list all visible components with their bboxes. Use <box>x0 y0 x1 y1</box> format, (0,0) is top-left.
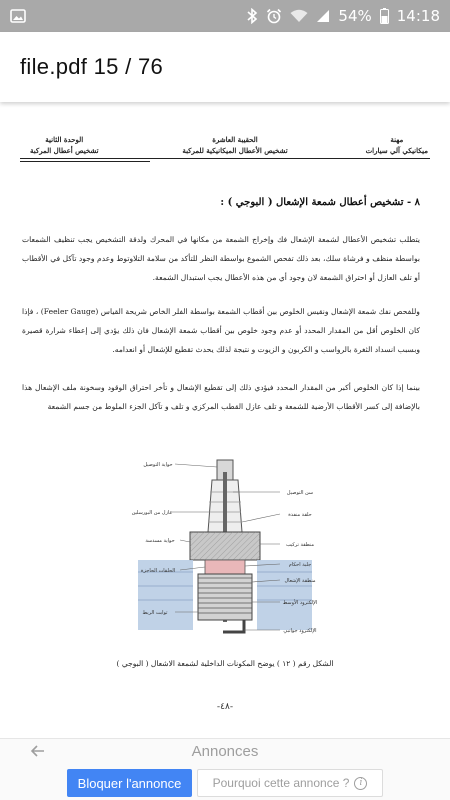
header-profession <box>366 134 428 156</box>
diagram-label: حلقة منفذة <box>288 512 312 518</box>
ad-feedback-bar <box>0 738 450 800</box>
diagram-label: جلبة احكام <box>288 562 312 568</box>
header-divider-accent <box>20 161 150 162</box>
header-unit <box>30 134 99 156</box>
battery-level: 54% <box>338 7 372 25</box>
battery-icon <box>380 8 389 24</box>
header-divider <box>20 158 430 159</box>
why-this-ad-button[interactable] <box>197 769 383 797</box>
paragraph: وللفحص نفك شمعة الإشعال ونقيس الخلوص بين أقطاب الشمعة بواسطة الفلر الخاص شريحة القياس (Feeler Gauge) ، فإذا كان الخلوص أقل من المقدار المحدد أو عدم وجود خلوص بين أقطاب شمعة الإشعال فان ذلك يؤدي إلى إعطاء شرارة قصيرة وبسبب انسداد الثغرة بالرواسب و الكربون و الزيوت و نتيجة لذلك يحدث تقطيع للإشعال أو انعدامه. <box>22 307 420 354</box>
header-bag-value: تشخيص الأعطال الميكانيكية للمركبة <box>182 146 288 155</box>
section-title: ٨ - تشخيص أعطال شمعة الإشعال ( البوجي ) : <box>220 197 420 208</box>
why-this-ad-label: Pourquoi cette annonce ? <box>212 776 350 790</box>
clock: 14:18 <box>396 7 440 25</box>
diagram-label: الحلقات الحاجزة <box>140 568 176 574</box>
diagram-label: منطقة الإشعال <box>284 578 316 584</box>
ads-title: Annonces <box>191 743 259 760</box>
header-bag-label: الحقيبة العاشرة <box>212 135 258 144</box>
diagram-label: حواية مسدسة <box>145 538 175 544</box>
info-icon: i <box>354 777 367 790</box>
pdf-page[interactable] <box>0 102 450 738</box>
diagram-label: حواية التوصيل <box>143 462 173 468</box>
spark-plug-diagram <box>120 452 340 652</box>
page-number: -٤٨- <box>216 702 234 712</box>
bluetooth-icon <box>246 8 258 24</box>
paragraph: بينما إذا كان الخلوص أكبر من المقدار المحدد فيؤدي ذلك إلى تقطيع الإشعال و تأخر احتراق الوقود وسخونة ملف الإشعال هذا بالإضافة إلى كسر الأقطاب الأرضية للشمعة و تلف عازل القطب المركزي و تلف و تآكل الجزء الملوط من جسم الشمعة <box>22 383 420 411</box>
app-bar <box>0 32 450 102</box>
diagram-label: منطقة تركيب <box>285 542 315 548</box>
image-icon <box>10 8 26 24</box>
diagram-label: الإلكترود الأوسط <box>282 600 318 606</box>
signal-icon <box>316 9 330 23</box>
diagram-label: عازل من البورسلين <box>131 510 173 516</box>
header-profession-label: مهنة <box>390 135 404 144</box>
alarm-icon <box>266 8 282 24</box>
paragraph: يتطلب تشخيص الأعطال لشمعة الإشعال فك وإخراج الشمعة من مكانها في المحرك ولدقة التشخيص يجب تنظيف الشمعات بواسطة منظف و فرشاة سلك، بعد ذلك تفحص الشموع بواسطة النظر للتأكد من سلامة التلاوتوط وعدم وجود تآكل في الأقطاب أو تلف العازل أو احتراق الشمعة لان وجود أي من هذه الأعطال يجب استبدال الشمعة. <box>22 235 420 282</box>
figure-caption: الشكل رقم ( ١٢ ) يوضح المكونات الداخلية لشمعة الاشعال ( البوجي ) <box>116 659 334 668</box>
wifi-icon <box>290 9 308 23</box>
diagram-label: ثوابت الربط <box>142 610 168 616</box>
header-profession-value: ميكانيكي آلي سيارات <box>365 146 428 155</box>
header-unit-value: تشخيص أعطال المركبة <box>30 146 99 155</box>
block-ad-button[interactable]: Bloquer l'annonce <box>67 769 192 797</box>
document-title: file.pdf 15 / 76 <box>20 54 164 79</box>
header-unit-label: الوحدة الثانية <box>45 135 84 144</box>
diagram-label: الإلكترود جوانبي <box>283 628 317 634</box>
diagram-label: سن التوصيل <box>286 490 314 496</box>
header-bag <box>160 134 310 156</box>
status-bar <box>0 0 450 32</box>
